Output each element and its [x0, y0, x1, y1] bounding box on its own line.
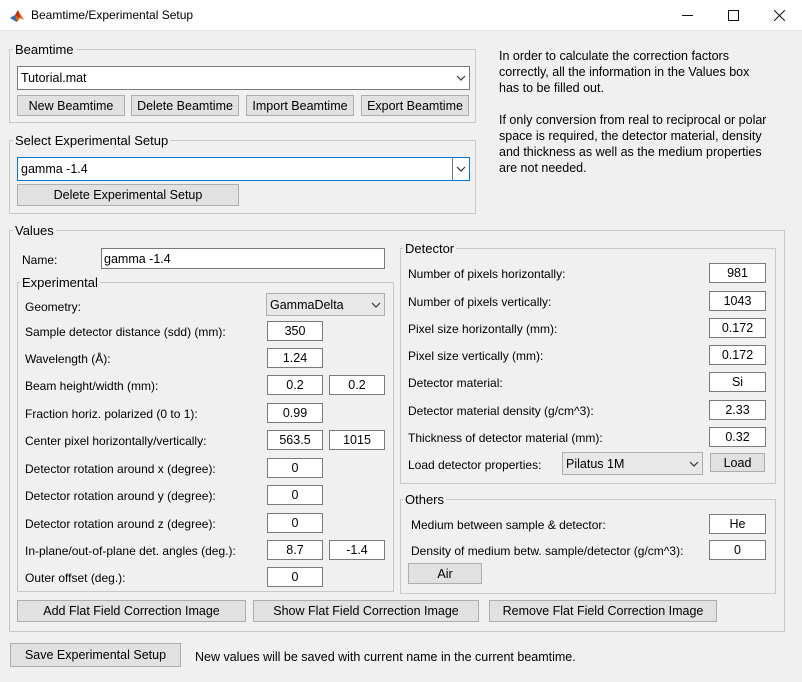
chevron-down-icon — [685, 453, 702, 474]
info-line: space is required, the detector material, density — [499, 129, 762, 143]
pixels-h-label: Number of pixels horizontally: — [408, 267, 566, 281]
info-line: If only conversion from real to reciprocal or polar — [499, 113, 767, 127]
wavelength-input[interactable] — [267, 348, 323, 368]
beam-size-label: Beam height/width (mm): — [25, 379, 159, 393]
air-button[interactable]: Air — [408, 563, 482, 584]
geometry-select[interactable] — [266, 293, 385, 316]
center-pixel-v-input[interactable] — [329, 430, 385, 450]
title-bar — [0, 0, 802, 31]
pixels-v-label: Number of pixels vertically: — [408, 295, 552, 309]
minimize-button[interactable] — [664, 0, 710, 31]
pixel-size-v-input[interactable] — [709, 345, 766, 365]
others-legend: Others — [405, 492, 445, 507]
chevron-down-icon — [367, 294, 384, 315]
fraction-label: Fraction horiz. polarized (0 to 1): — [25, 407, 198, 421]
show-flat-field-button[interactable]: Show Flat Field Correction Image — [253, 600, 479, 622]
pixel-size-h-input[interactable] — [709, 318, 766, 338]
detector-density-label: Detector material density (g/cm^3): — [408, 404, 594, 418]
detector-legend: Detector — [405, 241, 455, 256]
info-text — [499, 48, 789, 176]
add-flat-field-button[interactable]: Add Flat Field Correction Image — [17, 600, 246, 622]
chevron-down-icon — [452, 67, 469, 89]
delete-beamtime-button[interactable]: Delete Beamtime — [131, 95, 239, 116]
maximize-icon — [728, 10, 739, 21]
in-plane-angle-input[interactable] — [267, 540, 323, 560]
window-title: Beamtime/Experimental Setup — [31, 8, 194, 22]
experimental-legend: Experimental — [22, 275, 98, 290]
name-label: Name: — [22, 253, 58, 267]
matlab-icon — [9, 8, 25, 24]
new-beamtime-button[interactable]: New Beamtime — [17, 95, 125, 116]
chevron-down-icon — [452, 158, 469, 180]
remove-flat-field-button[interactable]: Remove Flat Field Correction Image — [489, 600, 717, 622]
rotation-z-label: Detector rotation around z (degree): — [25, 517, 216, 531]
info-line: In order to calculate the correction factors — [499, 49, 729, 63]
status-text: New values will be saved with current name in the current beamtime. — [195, 650, 576, 664]
medium-input[interactable] — [709, 514, 766, 534]
detector-preset-select[interactable] — [562, 452, 703, 475]
out-of-plane-angle-input[interactable] — [329, 540, 385, 560]
rotation-z-input[interactable] — [267, 513, 323, 533]
beamtime-select[interactable] — [17, 66, 470, 90]
detector-thickness-label: Thickness of detector material (mm): — [408, 431, 603, 445]
maximize-button[interactable] — [710, 0, 756, 31]
pixel-size-v-label: Pixel size vertically (mm): — [408, 349, 544, 363]
beam-height-input[interactable] — [267, 375, 323, 395]
rotation-x-label: Detector rotation around x (degree): — [25, 462, 216, 476]
fraction-input[interactable] — [267, 403, 323, 423]
beam-width-input[interactable] — [329, 375, 385, 395]
import-beamtime-button[interactable]: Import Beamtime — [246, 95, 354, 116]
beamtime-legend: Beamtime — [15, 42, 74, 57]
load-detector-button[interactable]: Load — [710, 453, 765, 472]
outer-offset-label: Outer offset (deg.): — [25, 571, 126, 585]
detector-preset-value: Pilatus 1M — [566, 456, 625, 471]
outer-offset-input[interactable] — [267, 567, 323, 587]
load-detector-label: Load detector properties: — [408, 458, 542, 472]
delete-setup-button[interactable]: Delete Experimental Setup — [17, 184, 239, 206]
wavelength-label: Wavelength (Å): — [25, 352, 111, 366]
name-input[interactable] — [101, 248, 385, 269]
info-line: correctly, all the information in the Values box — [499, 65, 750, 79]
close-button[interactable] — [756, 0, 802, 31]
save-setup-button[interactable]: Save Experimental Setup — [10, 643, 181, 667]
detector-panel — [400, 248, 776, 484]
pixels-h-input[interactable] — [709, 263, 766, 283]
detector-material-input[interactable] — [709, 372, 766, 392]
pixels-v-input[interactable] — [709, 291, 766, 311]
info-line: has to be filled out. — [499, 81, 604, 95]
values-legend: Values — [15, 223, 54, 238]
pixel-size-h-label: Pixel size horizontally (mm): — [408, 322, 558, 336]
rotation-y-label: Detector rotation around y (degree): — [25, 489, 216, 503]
geometry-label: Geometry: — [25, 300, 82, 314]
rotation-y-input[interactable] — [267, 485, 323, 505]
minimize-icon — [682, 10, 693, 21]
setup-legend: Select Experimental Setup — [15, 133, 169, 148]
geometry-select-value: GammaDelta — [270, 297, 344, 312]
export-beamtime-button[interactable]: Export Beamtime — [361, 95, 469, 116]
medium-density-label: Density of medium betw. sample/detector (g/cm^3): — [411, 544, 684, 558]
detector-density-input[interactable] — [709, 400, 766, 420]
medium-label: Medium between sample & detector: — [411, 518, 606, 532]
setup-select[interactable] — [17, 157, 470, 181]
info-line: are not needed. — [499, 161, 587, 175]
setup-select-value: gamma -1.4 — [21, 162, 88, 176]
detector-thickness-input[interactable] — [709, 427, 766, 447]
close-icon — [774, 10, 785, 21]
det-angles-label: In-plane/out-of-plane det. angles (deg.): — [25, 544, 236, 558]
center-pixel-label: Center pixel horizontally/vertically: — [25, 434, 207, 448]
sdd-input[interactable] — [267, 321, 323, 341]
info-line: and thickness as well as the medium properties — [499, 145, 762, 159]
center-pixel-h-input[interactable] — [267, 430, 323, 450]
medium-density-input[interactable] — [709, 540, 766, 560]
rotation-x-input[interactable] — [267, 458, 323, 478]
beamtime-select-value: Tutorial.mat — [21, 71, 87, 85]
detector-material-label: Detector material: — [408, 376, 503, 390]
sdd-label: Sample detector distance (sdd) (mm): — [25, 325, 226, 339]
